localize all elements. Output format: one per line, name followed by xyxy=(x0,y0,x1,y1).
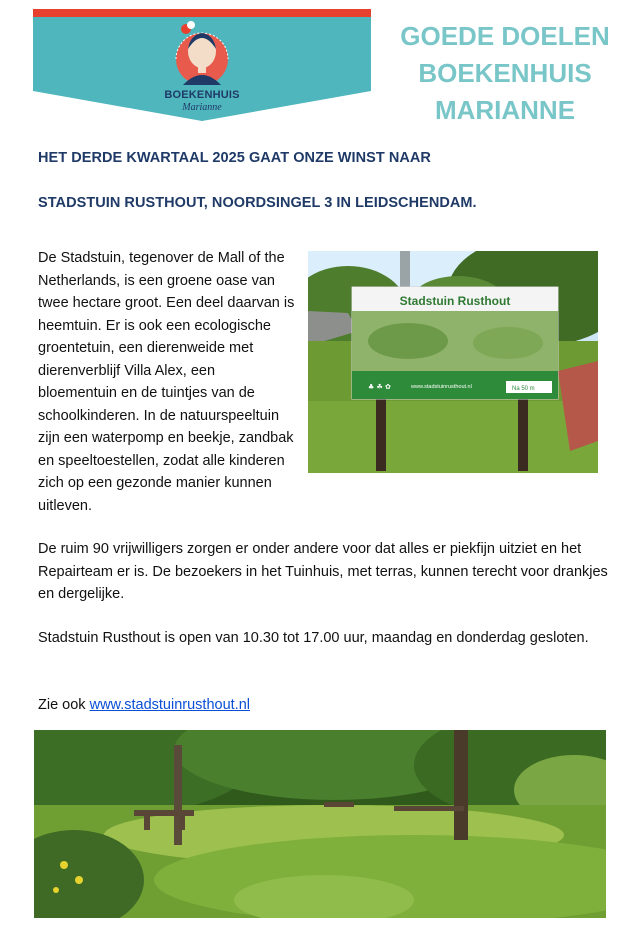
paragraph-opening-hours: Stadstuin Rusthout is open van 10.30 tot 17.00 uur, maandag en donderdag gesloten. xyxy=(38,630,589,646)
heading-quarter: HET DERDE KWARTAAL 2025 GAAT ONZE WINST NAAR xyxy=(38,150,431,166)
logo-text-marianne: Marianne xyxy=(182,102,222,113)
garden-photo xyxy=(34,730,606,918)
sign-url: www.stadstuinrusthout.nl xyxy=(411,384,472,390)
paragraph-intro-text: De Stadstuin, tegenover de Mall of the Netherlands, is een groene oase van twee hectare groot. Een deel daarvan is heemtuin. Er is ook een ecologische groentetuin, een dierenweide met dierenverblijf Villa Alex, een bloementuin en de tuintjes van de schoolkinderen. In de natuurspeeltuin zijn een waterpomp en beekje, zandbak en speeltoestellen, zodat alle kinderen zich op een gezonde manier kunnen uitleven. xyxy=(38,250,295,514)
website-link[interactable]: www.stadstuinrusthout.nl xyxy=(89,697,250,713)
garden-photo-graphic xyxy=(34,730,606,918)
title-line-1: GOEDE DOELEN xyxy=(400,21,610,51)
sign-photo xyxy=(308,251,598,473)
paragraph-see-also xyxy=(38,694,618,717)
title-line-2: BOEKENHUIS xyxy=(418,58,592,88)
logo-banner xyxy=(33,9,371,121)
paragraph-intro xyxy=(38,247,598,517)
paragraph-volunteers: De ruim 90 vrijwilligers zorgen er onder andere voor dat alles er piekfijn uitziet en het Repairteam er is. De bezoekers in het Tuinhuis, met terras, kunnen terecht voor drankjes en dergelijke. xyxy=(38,541,608,602)
sign-direction: Na 50 m xyxy=(512,386,535,392)
title-line-3: MARIANNE xyxy=(434,95,576,125)
logo-text-boekenhuis: BOEKENHUIS xyxy=(164,89,240,101)
sign-icons: ♣ ☘ ✿ xyxy=(368,383,391,391)
heading-location: STADSTUIN RUSTHOUT, NOORDSINGEL 3 IN LEIDSCHENDAM. xyxy=(38,195,477,211)
page-title xyxy=(380,18,630,129)
sign-title: Stadstuin Rusthout xyxy=(399,294,511,308)
sign-photo-graphic xyxy=(308,251,598,473)
see-also-label: Zie ook xyxy=(38,697,90,713)
